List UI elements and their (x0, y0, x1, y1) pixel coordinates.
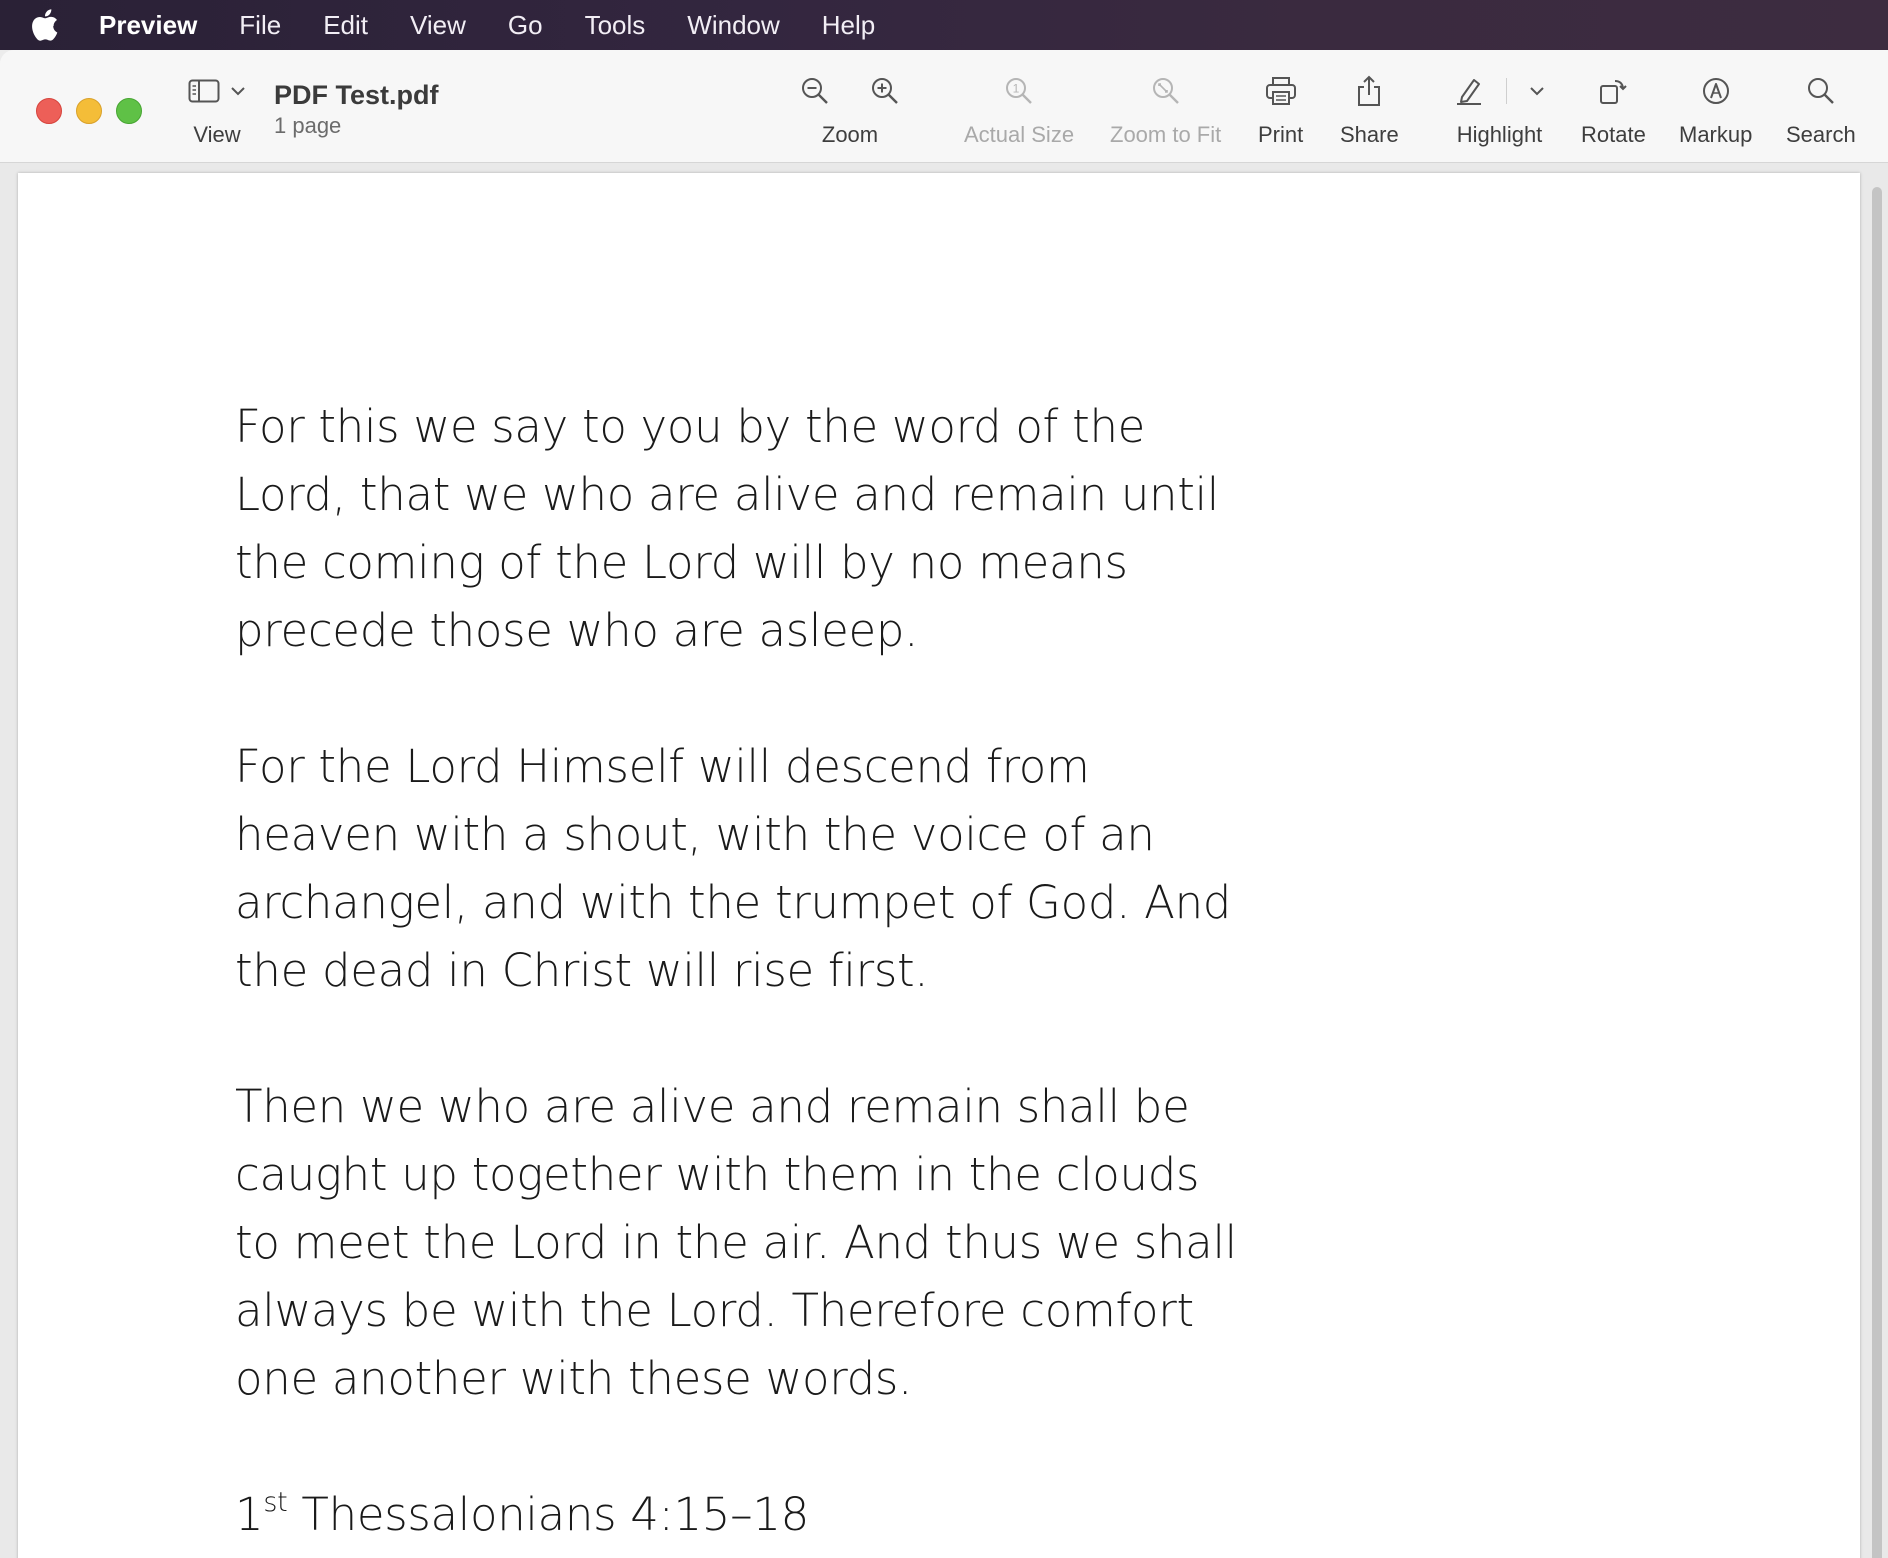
highlight-divider (1506, 78, 1507, 104)
menu-window[interactable]: Window (687, 10, 780, 40)
zoom-to-fit-icon (1151, 76, 1181, 106)
printer-icon (1265, 76, 1297, 106)
minimize-button[interactable] (76, 98, 102, 124)
highlight-label: Highlight (1456, 122, 1543, 147)
text-line: For this we say to you by the word of the (235, 400, 1146, 453)
rotate-label: Rotate (1581, 122, 1646, 147)
zoom-out-icon[interactable] (800, 76, 830, 106)
search-icon (1806, 76, 1836, 106)
zoom-label: Zoom (821, 122, 879, 147)
sidebar-icon (188, 79, 220, 103)
view-button[interactable] (188, 68, 246, 148)
zoom-window-button[interactable] (116, 98, 142, 124)
page-text (235, 393, 1235, 1549)
apple-logo-icon[interactable] (22, 9, 68, 41)
text-line: Then we who are alive and remain shall be (235, 1080, 1190, 1133)
markup-button[interactable] (1679, 68, 1752, 148)
text-line: one another with these words. (235, 1352, 913, 1405)
search-button[interactable] (1786, 68, 1856, 148)
actual-size-button[interactable] (964, 68, 1074, 148)
paragraph-3 (235, 1073, 1235, 1413)
document-viewer[interactable] (0, 163, 1888, 1558)
scripture-reference (235, 1481, 1235, 1549)
paragraph-1 (235, 393, 1235, 665)
menu-preview[interactable]: Preview (99, 10, 198, 40)
markup-pen-circle-icon (1701, 76, 1731, 106)
vertical-scrollbar[interactable] (1870, 173, 1884, 1558)
text-line: caught up together with them in the clouds (235, 1148, 1200, 1201)
menu-tools[interactable]: Tools (584, 10, 646, 40)
toolbar (0, 50, 1888, 163)
text-line: always be with the Lord. Therefore comfort (235, 1284, 1194, 1337)
zoom-to-fit-label: Zoom to Fit (1110, 122, 1222, 147)
text-line: to meet the Lord in the air. And thus we shall (235, 1216, 1237, 1269)
highlighter-pen-icon (1454, 76, 1484, 106)
view-label: View (193, 122, 241, 147)
rotate-button[interactable] (1581, 68, 1646, 148)
chevron-down-icon (230, 86, 246, 96)
text-line: Lord, that we who are alive and remain until (235, 468, 1220, 521)
preview-window (0, 50, 1888, 1558)
text-line: heaven with a shout, with the voice of an (235, 808, 1155, 861)
zoom-in-icon[interactable] (870, 76, 900, 106)
scrollbar-thumb[interactable] (1872, 187, 1882, 1558)
reference-text: Thessalonians 4:15–18 (287, 1488, 809, 1541)
menu-view[interactable]: View (410, 10, 466, 40)
chevron-down-icon[interactable] (1529, 86, 1545, 96)
print-label: Print (1258, 122, 1304, 147)
print-button[interactable] (1258, 68, 1303, 148)
menu-edit[interactable]: Edit (323, 10, 369, 40)
share-button[interactable] (1340, 68, 1399, 148)
zoom-to-fit-button[interactable] (1110, 68, 1221, 148)
text-line: precede those who are asleep. (235, 604, 919, 657)
pdf-page[interactable] (18, 173, 1860, 1558)
zoom-control (800, 68, 900, 148)
text-line: the dead in Christ will rise first. (235, 944, 929, 997)
menu-bar (0, 0, 1888, 50)
menu-go[interactable]: Go (507, 10, 543, 40)
text-line: For the Lord Himself will descend from (235, 740, 1090, 793)
document-title[interactable]: PDF Test.pdf (274, 80, 439, 110)
actual-size-label: Actual Size (964, 122, 1075, 147)
markup-label: Markup (1679, 122, 1753, 147)
reference-ordinal-suffix: st (263, 1487, 288, 1518)
page-count: 1 page (274, 113, 342, 138)
document-title-block (274, 80, 439, 139)
close-button[interactable] (36, 98, 62, 124)
share-icon (1355, 74, 1383, 108)
text-line: the coming of the Lord will by no means (235, 536, 1128, 589)
share-label: Share (1340, 122, 1399, 147)
svg-text:1: 1 (1012, 81, 1020, 96)
rotate-icon (1598, 76, 1628, 106)
menu-file[interactable]: File (239, 10, 282, 40)
highlight-button[interactable] (1454, 68, 1545, 148)
paragraph-2 (235, 733, 1235, 1005)
actual-size-icon (1004, 76, 1034, 106)
reference-number: 1 (235, 1488, 264, 1541)
text-line: archangel, and with the trumpet of God. And (235, 876, 1232, 929)
search-label: Search (1786, 122, 1856, 147)
menu-help[interactable]: Help (821, 10, 876, 40)
